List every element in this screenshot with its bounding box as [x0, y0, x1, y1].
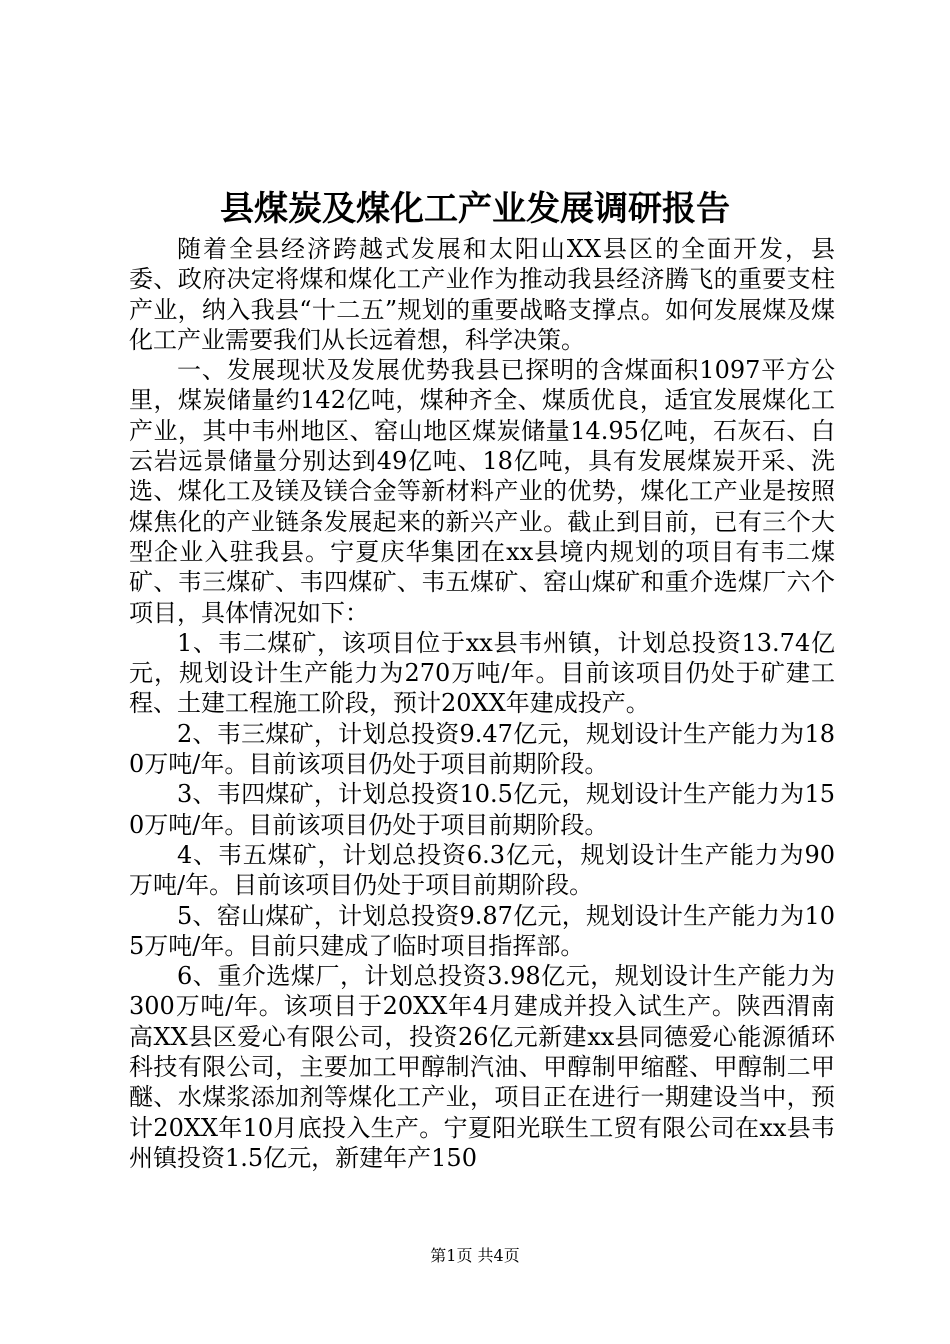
document-body: [129, 234, 835, 1173]
paragraph-item-3: 3、韦四煤矿，计划总投资10.5亿元，规划设计生产能力为150万吨/年。目前该项目仍处于项目前期阶段。: [129, 780, 835, 839]
paragraph-item-5: 5、窑山煤矿，计划总投资9.87亿元，规划设计生产能力为105万吨/年。目前只建成了临时项目指挥部。: [129, 901, 835, 960]
paragraph-section-1: 一、发展现状及发展优势我县已探明的含煤面积1097平方公里，煤炭储量约142亿吨，煤种齐全、煤质优良，适宜发展煤化工产业，其中韦州地区、窑山地区煤炭储量14.95亿吨，石灰石、白云岩远景储量分别达到49亿吨、18亿吨，具有发展煤炭开采、洗选、煤化工及镁及镁合金等新材料产业的优势，煤化工产业是按照煤焦化的产业链条发展起来的新兴产业。截止到目前，已有三个大型企业入驻我县。宁夏庆华集团在xx县境内规划的项目有韦二煤矿、韦三煤矿、韦四煤矿、韦五煤矿、窑山煤矿和重介选煤厂六个项目，具体情况如下：: [129, 356, 835, 627]
paragraph-item-1: 1、韦二煤矿，该项目位于xx县韦州镇，计划总投资13.74亿元，规划设计生产能力为270万吨/年。目前该项目仍处于矿建工程、土建工程施工阶段，预计20XX年建成投产。: [129, 628, 835, 718]
paragraph-intro: 随着全县经济跨越式发展和太阳山XX县区的全面开发，县委、政府决定将煤和煤化工产业作为推动我县经济腾飞的重要支柱产业，纳入我县“十二五”规划的重要战略支撑点。如何发展煤及煤化工产业需要我们从长远着想，科学决策。: [129, 235, 835, 354]
page-number-footer: 第1页 共4页: [430, 1246, 520, 1265]
paragraph-item-4: 4、韦五煤矿，计划总投资6.3亿元，规划设计生产能力为90万吨/年。目前该项目仍处于项目前期阶段。: [129, 840, 835, 900]
paragraph-item-2: 2、韦三煤矿，计划总投资9.47亿元，规划设计生产能力为180万吨/年。目前该项目仍处于项目前期阶段。: [129, 719, 835, 779]
document-title: 县煤炭及煤化工产业发展调研报告: [220, 189, 730, 229]
paragraph-item-6: 6、重介选煤厂，计划总投资3.98亿元，规划设计生产能力为300万吨/年。该项目于20XX年4月建成并投入试生产。陕西渭南高XX县区爱心有限公司，投资26亿元新建xx县同德爱心能源循环科技有限公司，主要加工甲醇制汽油、甲醇制甲缩醛、甲醇制二甲醚、水煤浆添加剂等煤化工产业，项目正在进行一期建设当中，预计20XX年10月底投入生产。宁夏阳光联生工贸有限公司在xx县韦州镇投资1.5亿元，新建年产150: [129, 962, 835, 1172]
